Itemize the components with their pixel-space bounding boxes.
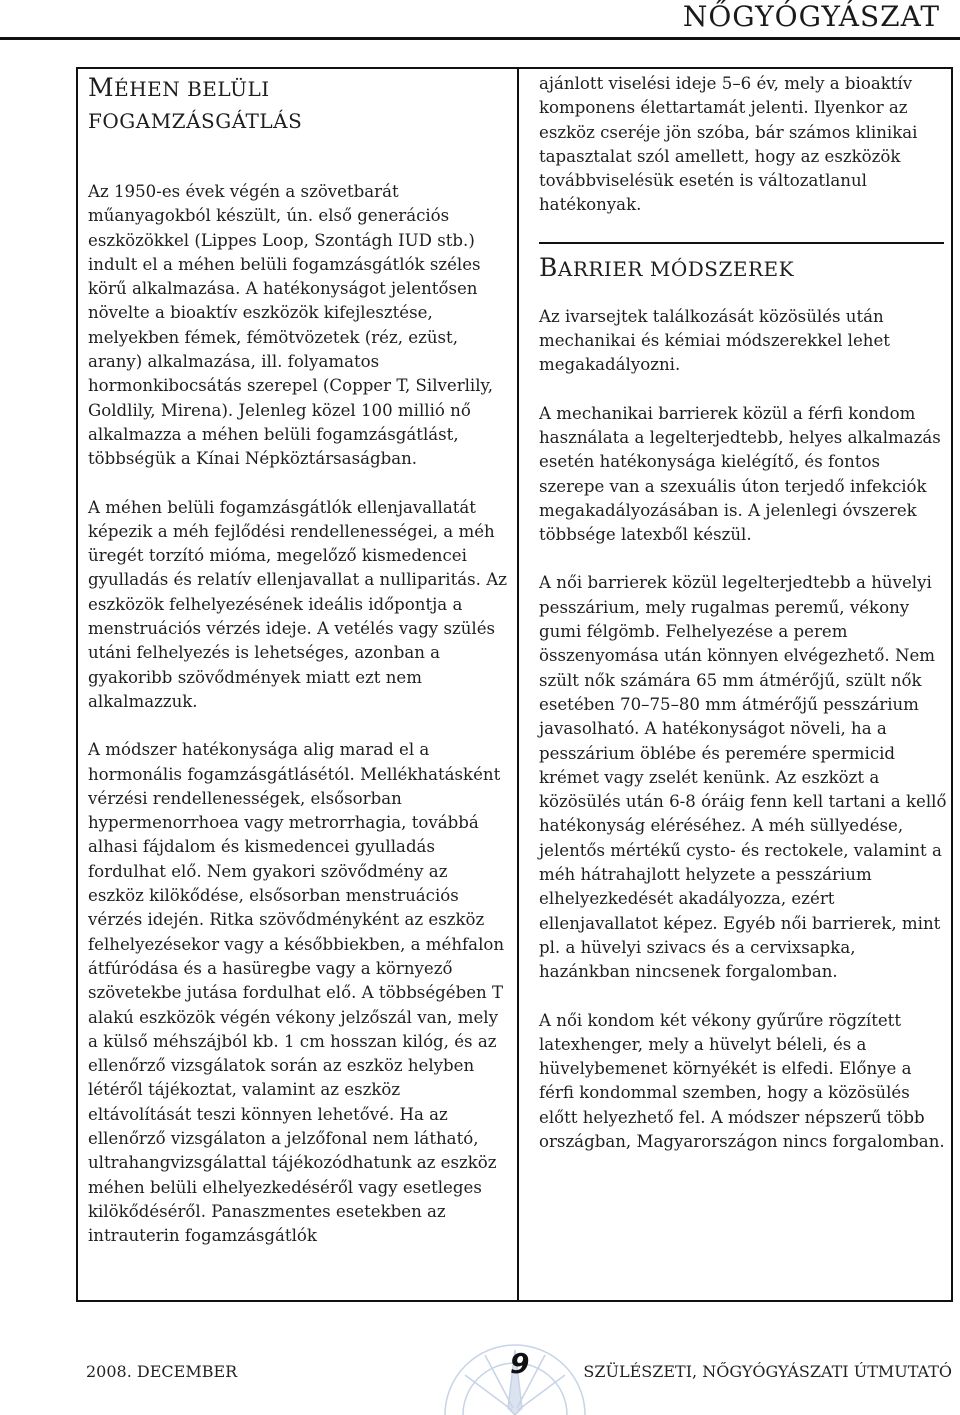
heading-rule	[539, 242, 944, 244]
section-heading-iud	[88, 72, 508, 137]
section-heading-barrier	[539, 252, 947, 285]
heading-initial: M	[88, 73, 115, 102]
paragraph: ajánlott viselési ideje 5–6 év, mely a bioaktív komponens élettartamát jelenti. Ilyenkor az eszköz cseréje jön szóba, bár számos klinikai tapasztalat szól amellett, hogy az eszközök továbbviselésük esetén is változatlanul hatékonyak.	[539, 74, 918, 215]
column-divider	[517, 67, 519, 1302]
footer-publication: SZÜLÉSZETI, NŐGYÓGYÁSZATI ÚTMUTATÓ	[583, 1362, 952, 1381]
footer-date: 2008. DECEMBER	[86, 1362, 238, 1381]
heading-line2: FOGAMZÁSGÁTLÁS	[88, 109, 303, 133]
header-rule	[0, 37, 960, 40]
right-column	[539, 72, 947, 1178]
paragraph: A méhen belüli fogamzásgátlók ellenjavallatát képezik a méh fejlődési rendellenességei, a méh üregét torzító mióma, megelőző kismedencei gyulladás és relatív ellenjavallat a nulliparitás. Az eszközök felhelyezésének ideális időpontja a menstruációs vérzés ideje. A vetélés vagy szülés utáni felhelyezés is lehetséges, azonban a gyakoribb szövődmények miatt ezt nem alkalmazzuk.	[88, 497, 507, 711]
paragraph: A női barrierek közül legelterjedtebb a hüvelyi pesszárium, mely rugalmas peremű, vékony gumi félgömb. Felhelyezése a perem összenyomása után könnyen elvégezhető. Nem szült nők számára 65 mm átmérőjű, szült nők esetében 70–75–80 mm átmérőjű pesszárium javasolható. A hatékonyságot növeli, ha a pesszárium öblébe és peremére spermicid krémet vagy zselét kenünk. Az eszközt a közösülés után 6-8 óráig fenn kell tartani a kellő hatékonyság eléréséhez. A méh süllyedése, jelentős mértékű cysto- és rectokele, valamint a méh hátrahajlott helyzete a pesszárium elhelyezkedését akadályozza, ezért ellenjavallatot képez. Egyéb női barrierek, mint pl. a hüvelyi szivacs és a cervixsapka, hazánkban nincsenek forgalomban.	[539, 573, 947, 982]
paragraph: A mechanikai barrierek közül a férfi kondom használata a legelterjedtebb, helyes alkalmazás esetén hatékonysága kielégítő, és fontos szerepe van a szexuális úton terjedő infekciók megakadályozásában is. A jelenlegi óvszerek többsége latexből készül.	[539, 403, 941, 545]
page-number: 9	[510, 1347, 530, 1380]
heading-text: ARRIER MÓDSZEREK	[557, 256, 795, 281]
left-column	[88, 72, 508, 1272]
section-title: NŐGYÓGYÁSZAT	[682, 0, 940, 33]
paragraph: A női kondom két vékony gyűrűre rögzített latexhenger, mely a hüvelyt béleli, és a hüvelybemenet környékét is elfedi. Előnye a férfi kondommal szemben, hogy a közösülés előtt helyezhető fel. A módszer népszerű több országban, Magyarországon nincs forgalomban.	[539, 1010, 945, 1151]
paragraph: A módszer hatékonysága alig marad el a hormonális fogamzásgátlásétól. Mellékhatásként vérzési rendellenességek, elsősorban hypermenorrhoea vagy metrorrhagia, továbbá alhasi fájdalom és kismedencei gyulladás fordulhat elő. Nem gyakori szövődmény az eszköz kilökődése, elsősorban menstruációs vérzés idején. Ritka szövődményként az eszköz felhelyezésekor vagy a későbbiekben, a méhfalon átfúródása és a hasüregbe vagy a környező szövetekbe jutása fordulhat elő. A többségében T alakú eszközök végén vékony jelzőszál van, mely a külső méhszájból kb. 1 cm hosszan kilóg, és az ellenőrző vizsgálatok során az eszköz helyben létéről tájékoztat, valamint az eszköz eltávolítását teszi könnyen lehetővé. Ha az ellenőrző vizsgálaton a jelzőfonal nem látható, ultrahangvizsgálattal tájékozódhatunk az eszköz méhen belüli elhelyezkedéséről vagy esetleges kilökődéséről. Panaszmentes esetekben az intrauterin fogamzásgátlók	[88, 740, 505, 1246]
paragraph: Az 1950-es évek végén a szövetbarát műanyagokból készült, ún. első generációs eszközökkel (Lippes Loop, Szontágh IUD stb.) indult el a méhen belüli fogamzásgátlók széles körű alkalmazása. A hatékonyságot jelentősen növelte a bioaktív eszközök kifejlesztése, melyekben fémek, fémötvözetek (réz, ezüst, arany) alkalmazása, ill. folyamatos hormonkibocsátás szerepel (Copper T, Silverlily, Goldlily, Mirena). Jelenleg közel 100 millió nő alkalmazza a méhen belüli fogamzásgátlást, többségük a Kínai Népköztársaságban.	[88, 182, 493, 469]
heading-line1: ÉHEN BELÜLI	[114, 77, 270, 101]
heading-initial: B	[539, 252, 558, 282]
paragraph: Az ivarsejtek találkozását közösülés után mechanikai és kémiai módszerekkel lehet megakadályozni.	[539, 306, 890, 375]
